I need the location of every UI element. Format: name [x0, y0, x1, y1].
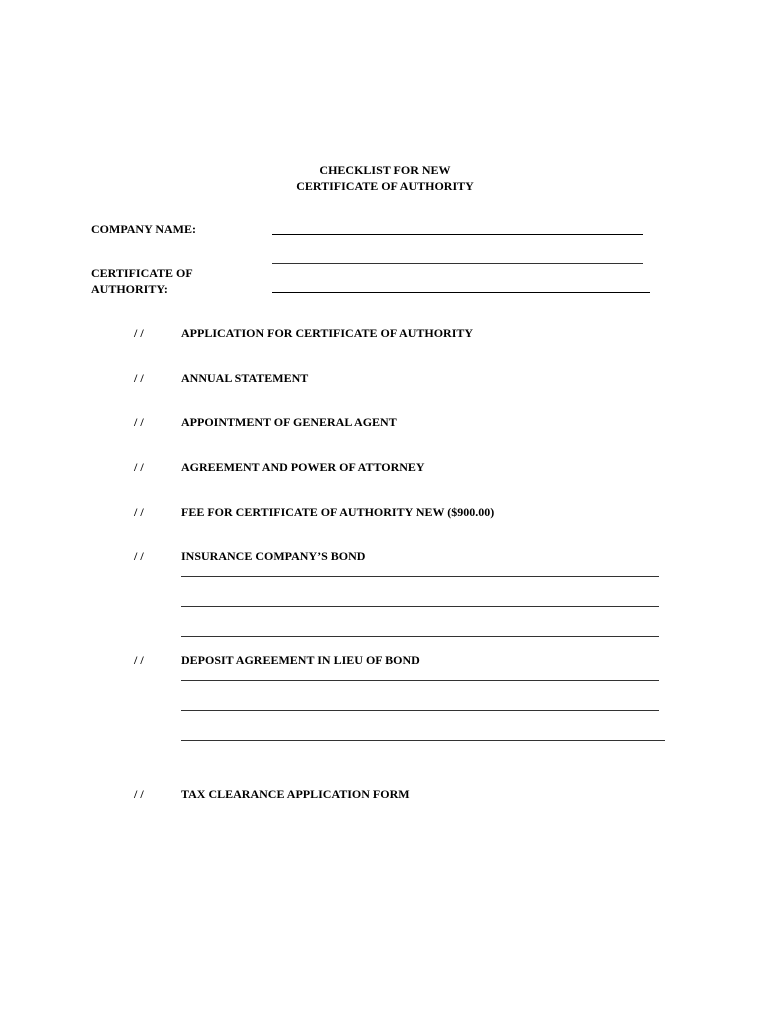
bond-notes-line-2[interactable] [181, 606, 659, 607]
company-name-field-line-2[interactable] [272, 263, 643, 264]
checklist-item-tax-clearance: TAX CLEARANCE APPLICATION FORM [181, 787, 410, 801]
checkbox[interactable]: / / [134, 460, 144, 474]
certificate-label-line-2: AUTHORITY: [91, 282, 168, 296]
page-title-line-2: CERTIFICATE OF AUTHORITY [296, 179, 474, 193]
checklist-item-fee: FEE FOR CERTIFICATE OF AUTHORITY NEW ($900.00) [181, 505, 495, 519]
checklist-item-application: APPLICATION FOR CERTIFICATE OF AUTHORITY [181, 326, 474, 340]
checkbox[interactable]: / / [134, 549, 144, 563]
checklist-item-deposit-agreement: DEPOSIT AGREEMENT IN LIEU OF BOND [181, 653, 420, 667]
checklist-item-bond: INSURANCE COMPANY’S BOND [181, 549, 366, 563]
checkbox[interactable]: / / [134, 653, 144, 667]
company-name-label: COMPANY NAME: [91, 222, 196, 236]
checkbox[interactable]: / / [134, 326, 144, 340]
company-name-field-line-1[interactable] [272, 234, 643, 235]
deposit-notes-line-2[interactable] [181, 710, 659, 711]
deposit-notes-line-3[interactable] [181, 740, 665, 741]
checkbox[interactable]: / / [134, 415, 144, 429]
checkbox[interactable]: / / [134, 371, 144, 385]
checklist-item-power-of-attorney: AGREEMENT AND POWER OF ATTORNEY [181, 460, 425, 474]
page-title-line-1: CHECKLIST FOR NEW [319, 163, 451, 177]
deposit-notes-line-1[interactable] [181, 680, 659, 681]
checkbox[interactable]: / / [134, 787, 144, 801]
checklist-item-general-agent: APPOINTMENT OF GENERAL AGENT [181, 415, 397, 429]
checkbox[interactable]: / / [134, 505, 144, 519]
certificate-field-line[interactable] [272, 292, 650, 293]
bond-notes-line-3[interactable] [181, 636, 659, 637]
checklist-item-annual-statement: ANNUAL STATEMENT [181, 371, 309, 385]
certificate-label-line-1: CERTIFICATE OF [91, 266, 193, 280]
bond-notes-line-1[interactable] [181, 576, 659, 577]
